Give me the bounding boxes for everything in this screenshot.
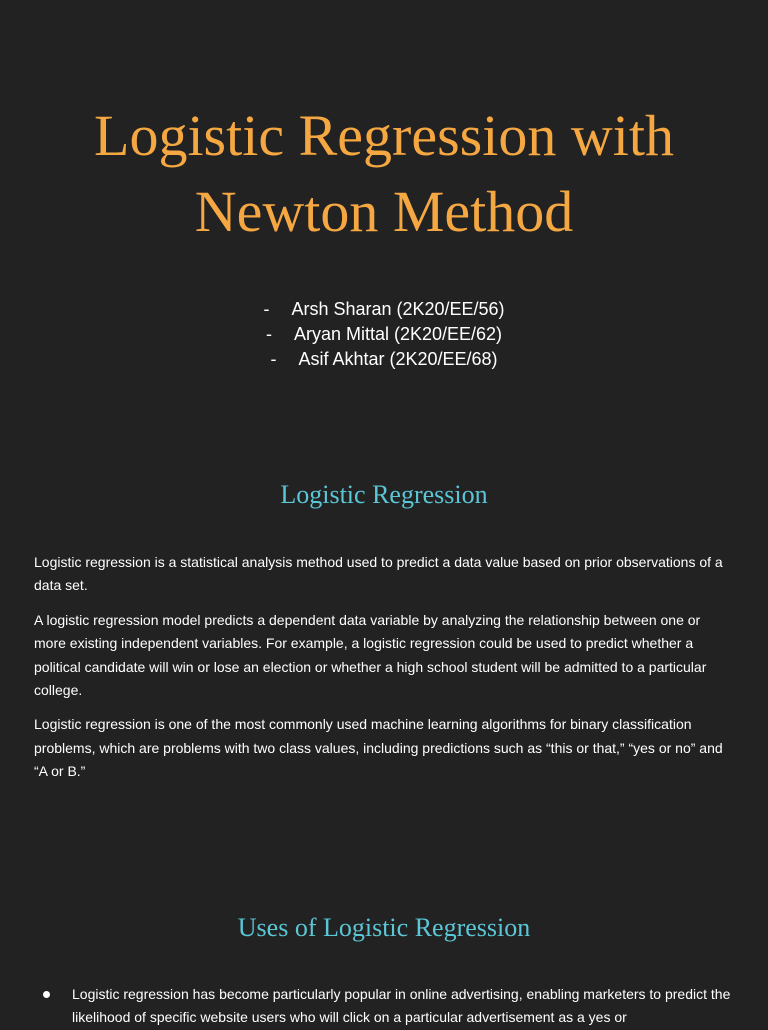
author-dash: - bbox=[270, 349, 277, 369]
author-name: Asif Akhtar (2K20/EE/68) bbox=[298, 349, 498, 369]
section-body-logistic-regression bbox=[34, 551, 734, 795]
uses-bullet-list bbox=[34, 983, 734, 1030]
author-item bbox=[0, 322, 768, 347]
author-dash: - bbox=[265, 324, 272, 344]
author-item bbox=[0, 297, 768, 322]
section-heading-uses: Uses of Logistic Regression bbox=[237, 913, 531, 942]
title-line-1: Logistic Regression with bbox=[94, 103, 674, 168]
author-name: Arsh Sharan (2K20/EE/56) bbox=[291, 299, 505, 319]
document-title bbox=[0, 98, 768, 250]
bullet-item bbox=[34, 983, 734, 1030]
paragraph: Logistic regression is a statistical analysis method used to predict a data value based on prior observations of a data set. bbox=[34, 554, 723, 594]
paragraph: A logistic regression model predicts a dependent data variable by analyzing the relationship between one or more existing independent variables. For example, a logistic regression could be used to predict whether a political candidate will win or lose an election or whether a high school student will be admitted to a particular college. bbox=[34, 611, 707, 699]
section-heading-logistic-regression: Logistic Regression bbox=[280, 480, 488, 509]
bullet-dot-icon bbox=[43, 991, 50, 998]
author-item bbox=[0, 347, 768, 372]
author-dash: - bbox=[263, 299, 270, 319]
author-list bbox=[0, 297, 768, 372]
title-line-2: Newton Method bbox=[194, 179, 574, 244]
author-name: Aryan Mittal (2K20/EE/62) bbox=[293, 324, 503, 344]
paragraph: Logistic regression is one of the most commonly used machine learning algorithms for binary classification problems, which are problems with two class values, including predictions such as “this or that,” “yes or no” and “A or B.” bbox=[34, 716, 723, 780]
bullet-text: Logistic regression has become particularly popular in online advertising, enabling marketers to predict the likelihood of specific website users who will click on a particular advertisement as a yes or bbox=[72, 986, 731, 1026]
